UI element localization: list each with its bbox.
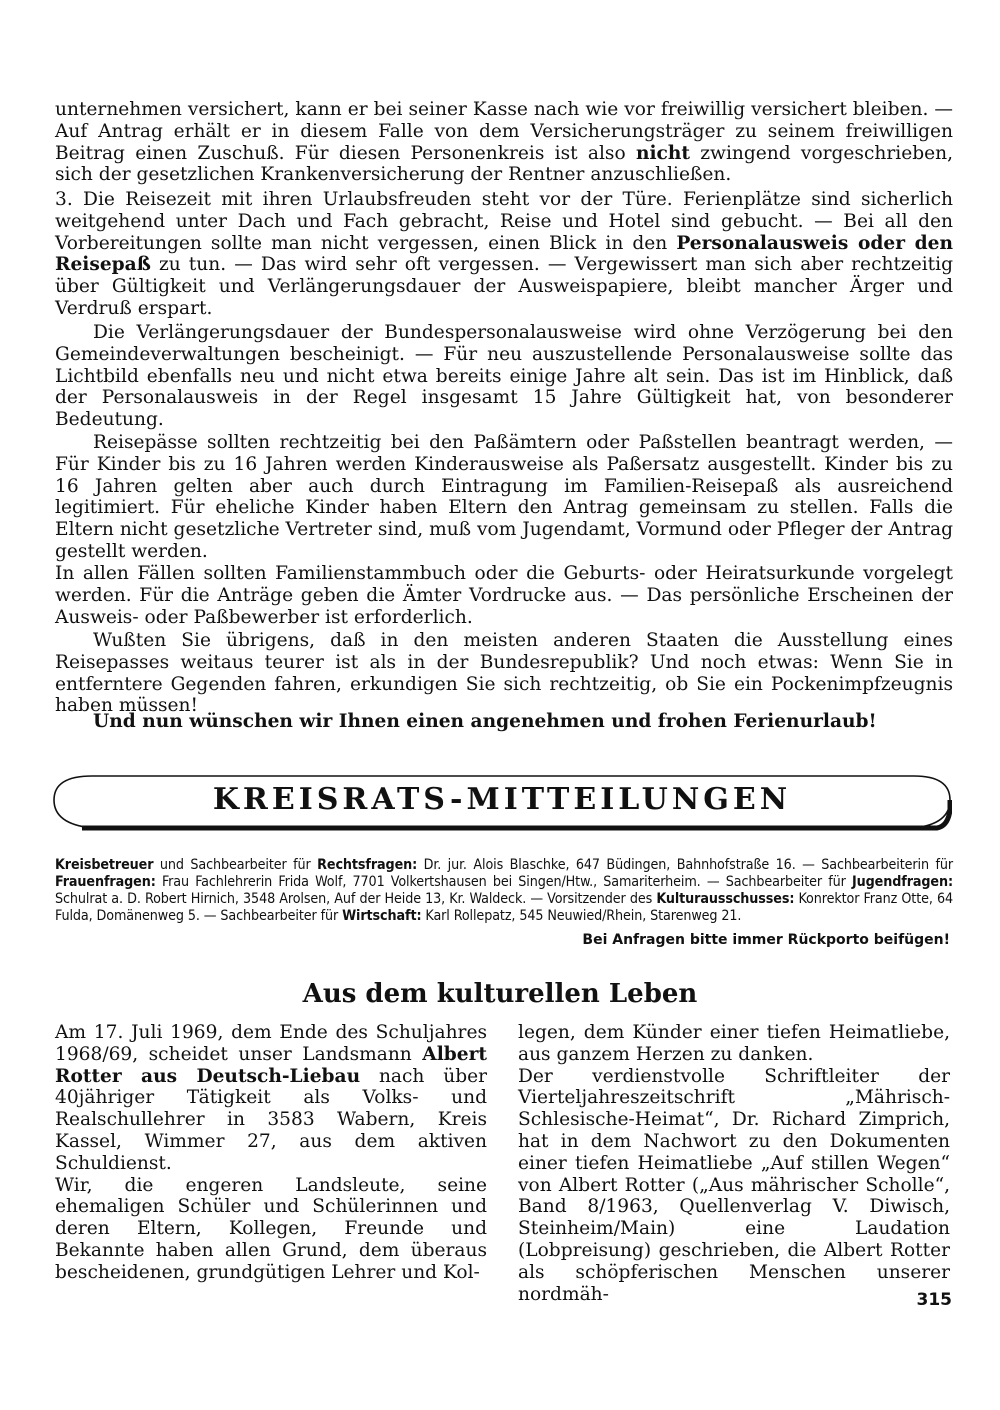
emphasis-documents: Personalausweis oder den Reisepaß	[55, 232, 953, 276]
return-postage-note: Bei Anfragen bitte immer Rückporto beifügen!	[582, 932, 950, 948]
contact-notice: Kreisbetreuer und Sachbearbeiter für Rechtsfragen: Dr. jur. Alois Blaschke, 647 Büdingen, Bahnhofstraße 16. — Sachbearbeiterin für Frauenfragen: Frau Fachlehrerin Frida Wolf, 7701 Volkertshausen bei Singen/Htw., Samariterheim. — Sachbearbeiter für Jugendfragen: Schulrat a. D. Robert Hirnich, 3548 Arolsen, Auf der Heide 13, Kr. Waldeck. — Vorsitzender des Kulturausschusses: Konrektor Franz Otte, 64 Fulda, Domänenweg 5. — Sachbearbeiter für Wirtschaft: Karl Rollepatz, 545 Neuwied/Rhein, Starenweg 21.	[55, 857, 953, 924]
paragraph-travel-time: 3. Die Reisezeit mit ihren Urlaubsfreuden steht vor der Türe. Ferienplätze sind sicherlich weitgehend unter Dach und Fach gebracht, Reise und Hotel sind gebucht. — Bei all den Vorbereitungen sollte man nicht vergessen, einen Blick in den Personalausweis oder den Reisepaß zu tun. — Das wird sehr oft vergessen. — Vergewissert man sich aber rechtzeitig über Gültigkeit und Verlängerungsdauer der Ausweispapiere, bleibt mancher Ärger und Verdruß erspart.	[55, 189, 953, 319]
paragraph-costs-vaccination: Wußten Sie übrigens, daß in den meisten anderen Staaten die Ausstellung eines Reisepasses weitaus teurer ist als in der Bundesrepublik? Und noch etwas: Wenn Sie in entferntere Gegenden fahren, erkundigen Sie sich rechtzeitig, ob Sie ein Pockenimpfzeugnis haben müssen!	[55, 630, 953, 717]
emphasis-albert-rotter: Albert Rotter aus Deutsch-Liebau	[55, 1043, 487, 1087]
holiday-wish: Und nun wünschen wir Ihnen einen angenehmen und frohen Ferienurlaub!	[93, 711, 877, 732]
paragraph-insurance: unternehmen versichert, kann er bei seiner Kasse nach wie vor freiwillig versichert bleiben. — Auf Antrag erhält er in diesem Falle von dem Versicherungsträger zu seinem freiwilligen Beitrag einen Zuschuß. Für diesen Personenkreis ist also nicht zwingend vorgeschrieben, sich der gesetzlichen Krankenversicherung der Rentner anzuschließen.	[55, 99, 953, 186]
banner-title: KREISRATS-MITTEILUNGEN	[212, 782, 792, 817]
emphasis-nicht: nicht	[635, 142, 690, 164]
column-left: Am 17. Juli 1969, dem Ende des Schuljahres 1968/69, scheidet unser Landsmann Albert Rotter aus Deutsch-Liebau nach über 40jähriger Tätigkeit als Volks- und Realschullehrer in 3583 Wabern, Kreis Kassel, Wimmer 27, aus dem aktiven Schuldienst. Wir, die engeren Landsleute, seine ehemaligen Schüler und Schülerinnen und deren Eltern, Kollegen, Freunde und Bekannte haben allen Grund, dem überaus bescheidenen, grundgütigen Lehrer und Kol-	[55, 1022, 488, 1283]
paragraph-id-card: Die Verlängerungsdauer der Bundespersonalausweise wird ohne Verzögerung bei den Gemeindeverwaltungen bescheinigt. — Für neu auszustellende Personalausweise sollte das Lichtbild ebenfalls neu und nicht etwa bereits einige Jahre alt sein. Das ist im Hinblick, daß der Personalausweis in der Regel insgesamt 15 Jahre Gültigkeit hat, von besonderer Bedeutung.	[55, 322, 953, 431]
section-title: Aus dem kulturellen Leben	[302, 979, 698, 1009]
page-number: 315	[916, 1290, 952, 1310]
section-banner	[52, 770, 952, 832]
paragraph-passports: Reisepässe sollten rechtzeitig bei den Paßämtern oder Paßstellen beantragt werden, — Für Kinder bis zu 16 Jahren werden Kinderausweise als Paßersatz ausgestellt. Kinder bis zu 16 Jahren gelten aber auch durch Eintragung im Familien-Reisepaß als ausreichend legitimiert. Für eheliche Kinder haben Eltern den Antrag gemeinsam zu stellen. Falls die Eltern nicht gesetzliche Vertreter sind, muß vom Jugendamt, Vormund oder Pfleger der Antrag gestellt werden.	[55, 432, 953, 562]
column-right: legen, dem Künder einer tiefen Heimatliebe, aus ganzem Herzen zu danken. Der verdienstvolle Schriftleiter der Vierteljahreszeitschrift „Mährisch-Schlesische-Heimat“, Dr. Richard Zimprich, hat in dem Nachwort zu den Dokumenten einer tiefen Heimatliebe „Auf stillen Wegen“ von Albert Rotter („Aus mährischer Scholle“, Band 8/1963, Quellenverlag V. Diwisch, Steinheim/Main) eine Laudation (Lobpreisung) geschrieben, die Albert Rotter als schöpferischen Menschen unserer nordmäh-	[518, 1022, 950, 1305]
paragraph-documents-required: In allen Fällen sollten Familienstammbuch oder die Geburts- oder Heiratsurkunde vorgelegt werden. Für die Anträge geben die Ämter Vordrucke aus. — Das persönliche Erscheinen der Ausweis- oder Paßbewerber ist erforderlich.	[55, 563, 953, 628]
